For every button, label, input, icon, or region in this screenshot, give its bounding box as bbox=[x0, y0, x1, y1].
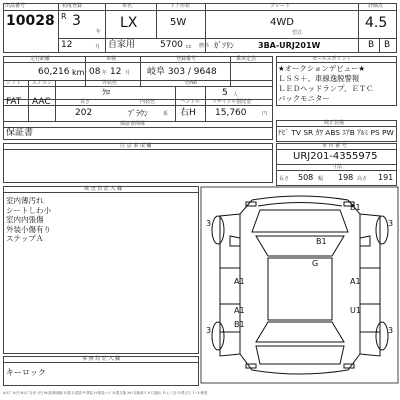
header-vline-3 bbox=[156, 3, 157, 38]
guarantee: 保証書 bbox=[6, 128, 34, 138]
size-width-label: 幅 bbox=[318, 176, 324, 182]
mark-rear-right: 3 bbox=[388, 326, 394, 335]
capacity: 5 bbox=[222, 88, 228, 98]
equipment-items: ﾅﾋﾞ TV SR ｶﾜ ABS ｴｱB ｱﾙﾐ PS PW bbox=[278, 128, 394, 137]
mark-b1-bottom: B1 bbox=[234, 320, 245, 329]
front-bumper-lower bbox=[258, 203, 342, 207]
size-width: 198 bbox=[338, 173, 354, 182]
recycle-unit: 円 bbox=[262, 111, 268, 117]
size-title: 寸法 bbox=[332, 164, 343, 170]
mark-b1-top: B1 bbox=[350, 203, 361, 212]
ext-color: ｸﾛ bbox=[102, 88, 110, 97]
grade: 4WD bbox=[270, 17, 294, 28]
length: 202 bbox=[75, 108, 93, 118]
capacity-unit: 人 bbox=[233, 92, 239, 98]
notes-title: 注 意 事 項 欄 bbox=[120, 143, 152, 149]
detail-vline-3 bbox=[230, 56, 231, 86]
handle: 右H bbox=[180, 108, 196, 118]
mark-rear-left: 3 bbox=[206, 326, 212, 335]
right-side bbox=[360, 214, 380, 356]
sales-point-line: ＬＥＤヘッドランプ、ＥＴＣ bbox=[278, 84, 374, 93]
fuel: ｶﾞｿﾘﾝ bbox=[214, 41, 234, 50]
detail-divider-3 bbox=[3, 86, 273, 87]
int-color-label: 内装色 bbox=[140, 99, 156, 105]
guarantee-title: 保証書関係 bbox=[120, 121, 146, 127]
equipment-divider bbox=[276, 126, 397, 127]
wheel-front-left bbox=[212, 216, 224, 244]
detail-vline-1 bbox=[85, 56, 86, 86]
sales-point-lines bbox=[278, 64, 396, 104]
recycle: 15,760 bbox=[215, 108, 247, 118]
mark-a1-bottom: A1 bbox=[234, 306, 245, 315]
size-height: 191 bbox=[378, 173, 394, 182]
length-label: 長さ bbox=[80, 99, 91, 105]
mark-u1: U1 bbox=[350, 306, 361, 315]
equipment-title: 純正装備 bbox=[324, 120, 345, 126]
header-divider-1 bbox=[3, 10, 397, 11]
score: 4.5 bbox=[365, 15, 388, 31]
mileage-label: 走行距離 bbox=[30, 56, 51, 62]
detail-vline-6 bbox=[175, 86, 176, 121]
dealer-divider bbox=[3, 362, 199, 363]
car-name: LX bbox=[120, 15, 138, 31]
handle-label: ハンドル bbox=[180, 99, 201, 105]
recycle-label: リサイクル預託金 bbox=[212, 99, 252, 105]
header-divider-2 bbox=[58, 38, 397, 39]
ac-label: エアコン bbox=[32, 80, 52, 86]
detail-vline-5 bbox=[55, 80, 56, 121]
interior-grade: B bbox=[368, 40, 375, 50]
mark-g: G bbox=[312, 259, 319, 268]
sales-point-line: ＬＳＳ＋、車線逸脱警報 bbox=[278, 74, 360, 83]
door-type: 5W bbox=[170, 17, 187, 28]
right-mirror bbox=[360, 236, 370, 246]
header-vline-1 bbox=[58, 3, 59, 53]
chassis-title: 車 台 番 号 bbox=[322, 143, 347, 149]
detail-vline-4 bbox=[28, 80, 29, 121]
ext-color-label: 外装色 bbox=[102, 80, 118, 86]
mark-front-left: 3 bbox=[206, 219, 212, 228]
cc-unit: cc bbox=[186, 44, 192, 50]
dealer-title: 事 務 局 記 入 欄 bbox=[82, 356, 120, 362]
plate: 岐阜 303 / 9648 bbox=[147, 67, 217, 77]
size-height-label: 高さ bbox=[357, 176, 368, 182]
detail-vline-7 bbox=[205, 86, 206, 121]
door-label: ドア形状 bbox=[170, 3, 190, 9]
inspection-month: 12 bbox=[110, 67, 122, 77]
mark-a1-left: A1 bbox=[234, 277, 245, 286]
shift-label: シフト bbox=[6, 80, 22, 86]
reg-month: 12 bbox=[61, 40, 73, 50]
shift: FAT bbox=[6, 97, 22, 107]
inspector-divider bbox=[3, 192, 199, 193]
mark-b1-mid: B1 bbox=[316, 237, 327, 246]
model-code: 3BA-URJ201W bbox=[258, 41, 321, 50]
rear-gate bbox=[256, 346, 344, 364]
inspector-line: シートしわ小 bbox=[6, 205, 51, 215]
month-unit: 月 bbox=[95, 44, 101, 50]
lot-label: 出品番号 bbox=[5, 3, 26, 9]
mileage-unit: km bbox=[72, 68, 85, 77]
chassis-divider-3 bbox=[276, 170, 397, 171]
sales-point-divider bbox=[276, 62, 397, 63]
ac: AAC bbox=[32, 97, 51, 107]
inspection-year: 08 bbox=[89, 67, 101, 77]
sales-point-line: ★オークションデビュー★ bbox=[278, 64, 366, 73]
year-unit: 年 bbox=[96, 29, 102, 35]
detail-divider-1 bbox=[3, 62, 273, 63]
inspection-year-unit: 年 bbox=[102, 70, 108, 76]
score-label: 評価点 bbox=[368, 3, 384, 9]
dealer-text: キーロック bbox=[6, 368, 46, 377]
footer-legend: A:ｷｽﾞ U:凹 B:ｷｽﾞを伴う凹 W:波/修理跡 S:錆 C:腐食 P:塗装 H:塗装ハゲ X:要交換 XX:交換済み Y:穴/割れ E:えくぼ G:飛び石 1~3:程度 bbox=[3, 391, 208, 395]
left-mirror bbox=[230, 236, 240, 246]
wheel-rear-left bbox=[212, 322, 224, 350]
grade-label: グレード bbox=[270, 3, 291, 9]
rear-window bbox=[256, 322, 344, 342]
inspector-line: ステップＡ bbox=[6, 234, 44, 243]
wheel-rear-right bbox=[376, 322, 388, 350]
car-damage-diagram bbox=[200, 186, 400, 386]
seat-label: 乗車定員 bbox=[236, 56, 257, 62]
hood bbox=[252, 210, 348, 232]
plate-label: 登録番号 bbox=[176, 56, 197, 62]
usage: 自家用 bbox=[108, 40, 136, 50]
first-reg-label: 初度登録 bbox=[62, 3, 83, 9]
mark-front-right: 3 bbox=[388, 219, 394, 228]
size-length-label: 長さ bbox=[279, 176, 290, 182]
exterior-grade: B bbox=[384, 40, 391, 50]
front-bumper bbox=[252, 196, 348, 200]
inspector-line: 室内薄汚れ bbox=[6, 196, 44, 205]
model-label: 型式 bbox=[292, 30, 303, 36]
notes-divider bbox=[3, 149, 273, 150]
fuel-label: 燃料 bbox=[199, 43, 210, 49]
windshield bbox=[256, 236, 344, 256]
roof bbox=[268, 258, 332, 320]
chassis-divider-1 bbox=[276, 149, 397, 150]
inspection-label: 車検 bbox=[106, 56, 117, 62]
inspector-title: 検 査 員 記 入 欄 bbox=[84, 186, 122, 192]
sales-point-title: セールスポイント bbox=[312, 56, 352, 62]
diagram-frame bbox=[201, 187, 398, 383]
int-color: ﾌﾞﾗｳﾝ bbox=[128, 109, 148, 118]
inspector-line: 外装小傷有り bbox=[6, 224, 51, 234]
color-no-label: 色No bbox=[185, 80, 197, 86]
reg-era: R bbox=[61, 12, 67, 21]
header-vline-5 bbox=[358, 3, 359, 53]
sales-point-line: バックモニター bbox=[278, 94, 330, 103]
detail-vline-2 bbox=[140, 56, 141, 86]
inspection-month-unit: 月 bbox=[125, 70, 131, 76]
mileage: 60,216 bbox=[38, 67, 70, 77]
displacement: 5700 bbox=[160, 40, 183, 50]
lot-number: 10028 bbox=[6, 13, 55, 29]
chassis-number: URJ201-4355975 bbox=[293, 151, 378, 162]
detail-divider-7 bbox=[3, 127, 273, 128]
mark-a1-right: A1 bbox=[350, 277, 361, 286]
inspector-lines bbox=[6, 196, 51, 244]
int-color-suffix: 系 bbox=[163, 111, 169, 117]
header-vline-2 bbox=[105, 3, 106, 53]
name-label: 車名 bbox=[122, 3, 133, 9]
inspector-line: 室内内張傷 bbox=[6, 215, 44, 224]
grade-split bbox=[379, 38, 380, 53]
body-outline bbox=[240, 200, 360, 374]
reg-year: 3 bbox=[72, 13, 81, 29]
size-length: 508 bbox=[298, 173, 314, 182]
wheel-front-right bbox=[376, 216, 388, 244]
